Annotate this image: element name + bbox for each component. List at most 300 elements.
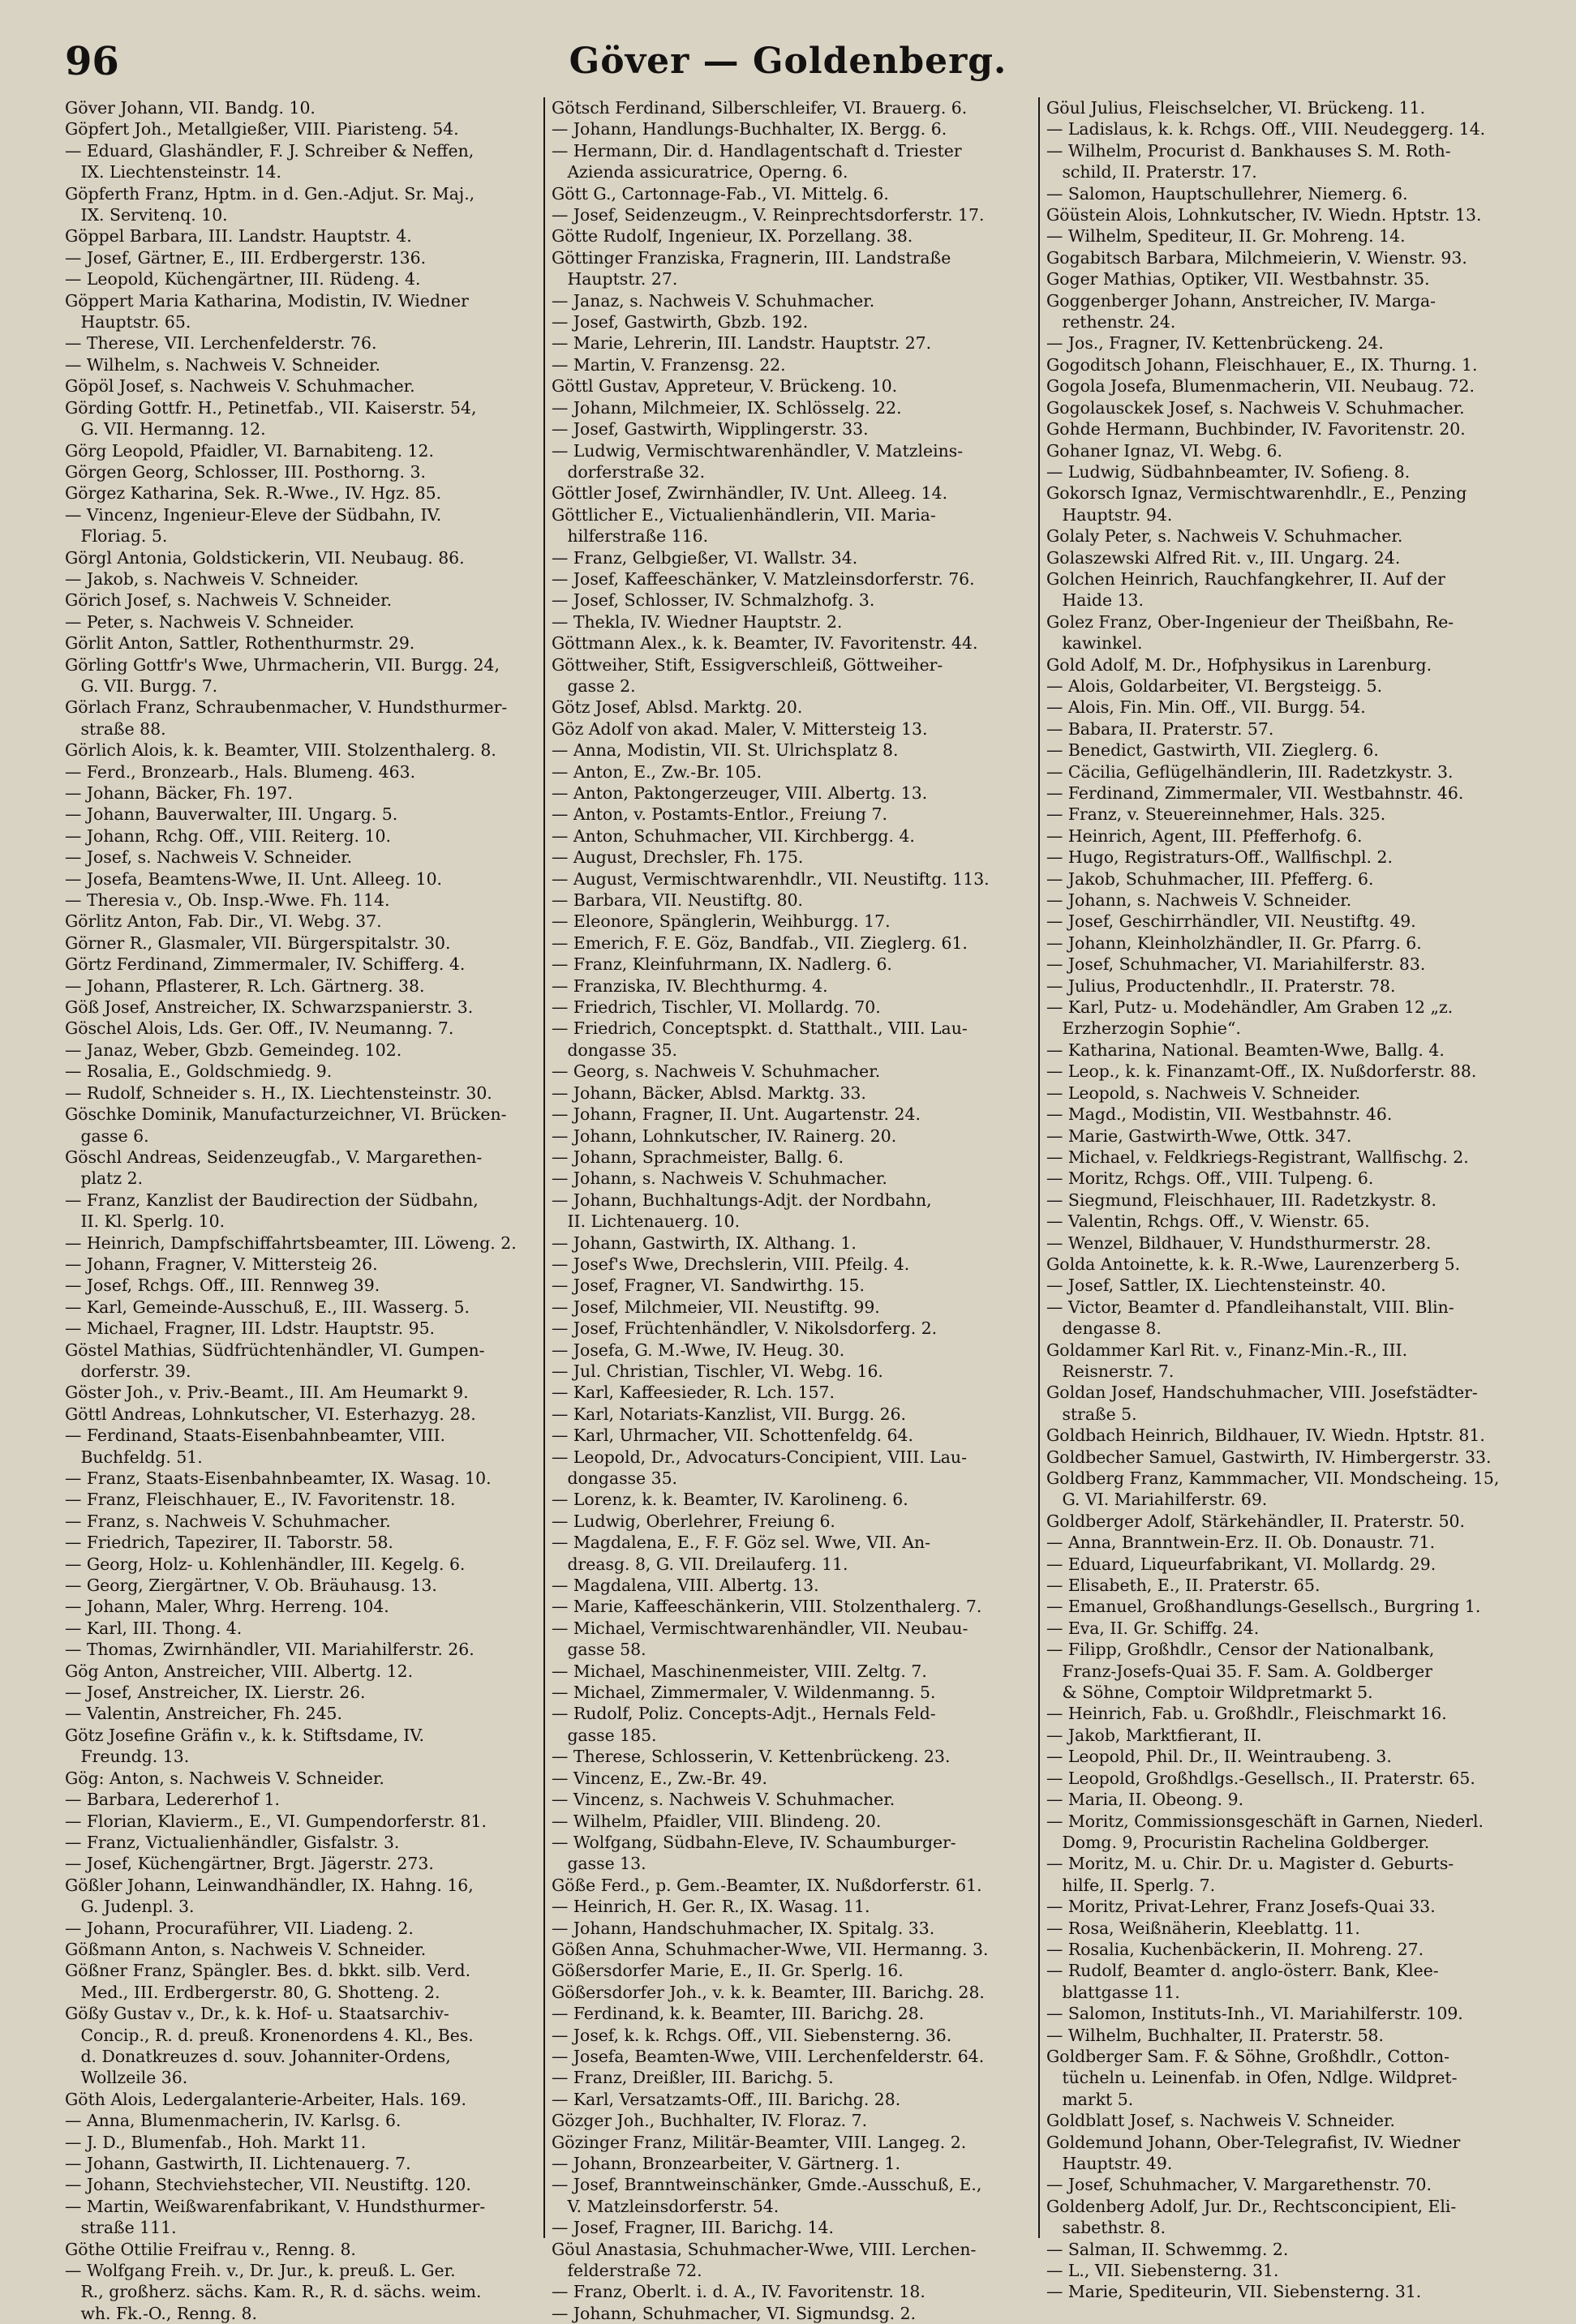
directory-entry-line: — Eva, II. Gr. Schiffg. 24. [1046,1618,1260,1638]
directory-entry-line: — August, Drechsler, Fh. 175. [552,847,804,868]
directory-entry-line: — Rudolf, Beamter d. anglo-österr. Bank, Klee- [1046,1961,1439,1981]
directory-entry-line: Göthe Ottilie Freifrau v., Renng. 8. [65,2239,356,2259]
directory-entry-line: straße 111. [65,2218,177,2238]
directory-entry-line: Med., III. Erdbergerstr. 80, G. Shotteng. 2. [65,1982,440,2002]
directory-entry-line: — Johann, Bauverwalter, III. Ungarg. 5. [65,804,398,825]
directory-entry-line: — Martin, Weißwarenfabrikant, V. Hundsthurmer- [65,2196,486,2216]
directory-entry-line: — Moritz, Rchgs. Off., VIII. Tulpeng. 6. [1046,1168,1374,1189]
directory-entry-line: Franz-Josefs-Quai 35. F. Sam. A. Goldberger [1046,1661,1432,1681]
directory-entry-line: — Ferdinand, Staats-Eisenbahnbeamter, VIII. [65,1426,446,1446]
directory-entry-line: — Johann, Lohnkutscher, IV. Rainerg. 20. [552,1126,897,1146]
directory-entry-line: Gößner Franz, Spängler. Bes. d. bkkt. silb. Verd. [65,1961,471,1981]
directory-entry-line: — Filipp, Großhdlr., Censor der Nationalbank, [1046,1640,1435,1660]
directory-entry-line: Hauptstr. 27. [552,269,678,289]
directory-entry-line: Göver Johann, VII. Bandg. 10. [65,98,316,118]
directory-entry-line: gasse 185. [552,1725,657,1745]
directory-entry-line: Floriag. 5. [65,526,168,547]
directory-entry-line: Gößersdorfer Joh., v. k. k. Beamter, III. Barichg. 28. [552,1982,985,2002]
directory-entry-line: — Josef, Branntweinschänker, Gmde.-Ausschuß, E., [552,2175,982,2195]
directory-entry-line: — Heinrich, Fab. u. Großhdlr., Fleischmarkt 16. [1046,1704,1447,1724]
directory-entry-line: — Franz, Gelbgießer, VI. Wallstr. 34. [552,547,858,568]
directory-entry-line: — Josef, k. k. Rchgs. Off., VII. Siebensterng. 36. [552,2025,952,2045]
directory-entry-line: — Johann, Procuraführer, VII. Liadeng. 2. [65,1918,414,1938]
directory-entry-line: — Josef, Sattler, IX. Liechtensteinstr. 40. [1046,1276,1386,1296]
directory-entry-line: — Barbara, VII. Neustiftg. 80. [552,890,804,911]
directory-entry-line: — August, Vermischtwarenhdlr., VII. Neustiftg. 113. [552,868,990,889]
directory-entry-line: — Josef, Früchtenhändler, V. Nikolsdorferg. 2. [552,1319,938,1339]
directory-entry-line: — Karl, Gemeinde-Ausschuß, E., III. Wasserg. 5. [65,1297,470,1317]
directory-entry-line: Götz Josefine Gräfin v., k. k. Stiftsdame, IV. [65,1725,424,1745]
directory-entry-line: Goger Mathias, Optiker, VII. Westbahnstr. 35. [1046,269,1430,289]
directory-entry-line: — Anton, Paktongerzeuger, VIII. Albertg. 13. [552,783,928,803]
directory-entry-line: — Marie, Lehrerin, III. Landstr. Hauptstr. 27. [552,333,932,354]
directory-entry-line: — Josef, Schuhmacher, VI. Mariahilferstr. 83. [1046,954,1426,975]
directory-entry-line: Gogolausckek Josef, s. Nachweis V. Schuhmacher. [1046,397,1465,418]
directory-entry-line: — Maria, II. Obeong. 9. [1046,1790,1244,1810]
directory-entry-line: — Heinrich, H. Ger. R., IX. Wasag. 11. [552,1897,870,1917]
directory-entry-line: — Wolfgang Freih. v., Dr. Jur., k. preuß. L. Ger. [65,2261,456,2281]
directory-entry-line: — Wilhelm, Procurist d. Bankhauses S. M. Roth- [1046,140,1451,161]
directory-entry-line: — Ferdinand, Zimmermaler, VII. Westbahnstr. 46. [1046,783,1464,803]
directory-entry-line: Gög Anton, Anstreicher, VIII. Albertg. 12. [65,1661,414,1681]
directory-entry-line: dongasse 35. [552,1469,678,1488]
directory-entry-line: — Johann, Fragner, V. Mittersteig 26. [65,1254,378,1274]
directory-entry-line: — Wilhelm, s. Nachweis V. Schneider. [65,354,380,375]
directory-entry-line: Göster Joh., v. Priv.-Beamt., III. Am Heumarkt 9. [65,1383,469,1403]
directory-entry-line: Hauptstr. 65. [65,312,191,332]
directory-entry-line: Göschl Andreas, Seidenzeugfab., V. Margarethen- [65,1147,483,1167]
directory-entry-line: Gözger Joh., Buchhalter, IV. Floraz. 7. [552,2111,868,2131]
directory-entry-line: — Franz, Kleinfuhrmann, IX. Nadlerg. 6. [552,954,892,975]
directory-entry-line: — Franz, Oberlt. i. d. A., IV. Favoritenstr. 18. [552,2282,925,2302]
directory-entry-line: Goldbach Heinrich, Bildhauer, IV. Wiedn. Hptstr. 81. [1046,1426,1485,1446]
directory-entry-line: — Vincenz, Ingenieur-Eleve der Südbahn, IV. [65,504,442,525]
directory-entry-line: — Babara, II. Praterstr. 57. [1046,718,1274,739]
directory-entry-line: — Johann, Buchhaltungs-Adjt. der Nordbahn, [552,1190,932,1210]
directory-entry-line: — Anna, Blumenmacherin, IV. Karlsg. 6. [65,2111,402,2131]
directory-entry-line: — Josefa, G. M.-Wwe, IV. Heug. 30. [552,1340,845,1360]
directory-entry-line: — Martin, V. Franzensg. 22. [552,354,786,375]
directory-entry-line: Göppert Maria Katharina, Modistin, IV. Wiedner [65,290,469,311]
directory-entry-line: Goldblatt Josef, s. Nachweis V. Schneider. [1046,2111,1395,2131]
directory-entry-line: Görg Leopold, Pfaidler, VI. Barnabiteng. 12. [65,440,434,461]
directory-entry-line: — Wilhelm, Buchhalter, II. Praterstr. 58. [1046,2025,1385,2045]
directory-entry-line: — Franz, Fleischhauer, E., IV. Favoritenstr. 18. [65,1490,456,1510]
directory-entry-line: — Heinrich, Dampfschiffahrtsbeamter, III. Löweng. 2. [65,1233,517,1253]
directory-columns [65,97,1525,2323]
directory-entry-line: — Michael, Vermischtwarenhändler, VII. Neubau- [552,1618,968,1638]
directory-entry-line: — Josef, Rchgs. Off., III. Rennweg 39. [65,1276,380,1296]
directory-entry-line: — Hermann, Dir. d. Handlagentschaft d. Triester [552,140,962,161]
directory-entry-line: Gözinger Franz, Militär-Beamter, VIII. Langeg. 2. [552,2132,967,2152]
running-head: Göver — Goldenberg. [569,41,1007,82]
directory-entry-line: Domg. 9, Procuristin Rachelina Goldberger. [1046,1832,1430,1852]
directory-entry-line: Göpöl Josef, s. Nachweis V. Schuhmacher. [65,376,415,397]
directory-entry-line: gasse 13. [552,1854,646,1874]
directory-entry-line: Azienda assicuratrice, Operng. 6. [552,162,848,182]
directory-entry-line: — Georg, s. Nachweis V. Schuhmacher. [552,1061,881,1082]
directory-entry-line: wh. Fk.-O., Renng. 8. [65,2303,257,2323]
directory-entry-line: kawinkel. [1046,633,1143,654]
directory-entry-line: Göttweiher, Stift, Essigverschleiß, Göttweiher- [552,654,943,675]
directory-entry-line: IX. Servitenq. 10. [65,205,228,225]
directory-entry-line: — Johann, Sprachmeister, Ballg. 6. [552,1147,844,1167]
directory-entry-line: — Franz, Kanzlist der Baudirection der Südbahn, [65,1190,479,1210]
directory-entry-line: — Wenzel, Bildhauer, V. Hundsthurmerstr. 28. [1046,1233,1432,1253]
directory-entry-line: — Georg, Holz- u. Kohlenhändler, III. Kegelg. 6. [65,1554,466,1574]
directory-entry-line: — Magd., Modistin, VII. Westbahnstr. 46. [1046,1104,1393,1125]
directory-entry-line: — Johann, Stechviehstecher, VII. Neustiftg. 120. [65,2175,471,2195]
directory-entry-line: Görgen Georg, Schlosser, III. Posthorng. 3. [65,461,426,482]
directory-entry-line: — Ludwig, Südbahnbeamter, IV. Sofieng. 8. [1046,461,1411,482]
directory-entry-line: Golaszewski Alfred Rit. v., III. Ungarg. 24. [1046,547,1401,568]
directory-entry-line: — Josef, Gastwirth, Wipplingerstr. 33. [552,419,869,440]
directory-entry-line: Görling Gottfr's Wwe, Uhrmacherin, VII. Burgg. 24, [65,654,500,675]
directory-entry-line: — Ludwig, Oberlehrer, Freiung 6. [552,1511,835,1531]
directory-entry-line: Hauptstr. 49. [1046,2154,1173,2173]
directory-entry-line: — Johann, s. Nachweis V. Schuhmacher. [552,1168,887,1189]
directory-entry-line: II. Kl. Sperlg. 10. [65,1211,225,1232]
directory-entry-line: — Johann, Milchmeier, IX. Schlösselg. 22. [552,397,902,418]
directory-entry-line: — Cäcilia, Geflügelhändlerin, III. Radetzkystr. 3. [1046,761,1454,782]
directory-entry-line: Göul Julius, Fleischselcher, VI. Brückeng. 11. [1046,98,1426,118]
directory-entry-line: Göz Adolf von akad. Maler, V. Mittersteig 13. [552,718,928,739]
directory-entry-line: Goldemund Johann, Ober-Telegrafist, IV. Wiedner [1046,2132,1461,2152]
directory-entry-line: Göttler Josef, Zwirnhändler, IV. Unt. Alleeg. 14. [552,483,948,504]
directory-entry-line: Gött G., Cartonnage-Fab., VI. Mittelg. 6. [552,183,889,204]
directory-entry-line: — Karl, Kaffeesieder, R. Lch. 157. [552,1383,835,1403]
directory-entry-line: G. VI. Mariahilferstr. 69. [1046,1490,1268,1510]
directory-entry-line: Görner R., Glasmaler, VII. Bürgerspitalstr. 30. [65,933,451,953]
directory-entry-line: — Marie, Gastwirth-Wwe, Ottk. 347. [1046,1126,1352,1146]
directory-entry-line: — Friedrich, Tischler, VI. Mollardg. 70. [552,997,881,1018]
directory-entry-line: — Jakob, Schuhmacher, III. Pfefferg. 6. [1046,868,1374,889]
directory-entry-line: Göttinger Franziska, Fragnerin, III. Landstraße [552,247,951,268]
directory-entry-line: — Vincenz, s. Nachweis V. Schuhmacher. [552,1790,895,1810]
directory-entry-line: — Johann, Gastwirth, IX. Althang. 1. [552,1233,857,1253]
directory-entry-line: — Thekla, IV. Wiedner Hauptstr. 2. [552,611,843,632]
directory-entry-line: dongasse 35. [552,1040,678,1060]
directory-entry-line: — Wilhelm, Pfaidler, VIII. Blindeng. 20. [552,1811,882,1831]
directory-entry-line: Göpferth Franz, Hptm. in d. Gen.-Adjut. Sr. Maj., [65,183,475,204]
directory-entry-line: sabethstr. 8. [1046,2218,1166,2238]
directory-entry-line: straße 88. [65,718,166,739]
directory-entry-line: — Magdalena, VIII. Albertg. 13. [552,1576,819,1596]
directory-entry-line: gasse 2. [552,675,636,696]
directory-entry-line: — Franz, Dreißler, III. Barichg. 5. [552,2068,834,2088]
directory-entry-line: — Johann, Bäcker, Ablsd. Marktg. 33. [552,1083,866,1103]
directory-entry-line: Göüstein Alois, Lohnkutscher, IV. Wiedn. Hptstr. 13. [1046,205,1482,225]
directory-entry-line: V. Matzleinsdorferstr. 54. [552,2196,779,2216]
directory-entry-line: — Vincenz, E., Zw.-Br. 49. [552,1768,768,1788]
directory-entry-line: Görtz Ferdinand, Zimmermaler, IV. Schifferg. 4. [65,954,466,975]
directory-entry-line: Görgl Antonia, Goldstickerin, VII. Neubaug. 86. [65,547,465,568]
directory-entry-line: — Anton, E., Zw.-Br. 105. [552,761,762,782]
directory-entry-line: — Wolfgang, Südbahn-Eleve, IV. Schaumburger- [552,1832,956,1852]
directory-entry-line: — Johann, Maler, Whrg. Herreng. 104. [65,1597,389,1617]
directory-entry-line: — Marie, Spediteurin, VII. Siebensterng. 31. [1046,2282,1422,2302]
directory-entry-line: — Rudolf, Poliz. Concepts-Adjt., Hernals Feld- [552,1704,936,1724]
directory-entry-line: Gößmann Anton, s. Nachweis V. Schneider. [65,1939,427,1959]
directory-entry-line: — Michael, Maschinenmeister, VIII. Zeltg. 7. [552,1661,927,1681]
directory-entry-line: Görich Josef, s. Nachweis V. Schneider. [65,590,393,611]
directory-entry-line: — Josef, Milchmeier, VII. Neustiftg. 99. [552,1297,880,1317]
directory-entry-line: — Leopold, s. Nachweis V. Schneider. [1046,1083,1361,1103]
directory-entry-line: — Rosalia, E., Goldschmiedg. 9. [65,1061,333,1082]
directory-entry-line: — Anna, Branntwein-Erz. II. Ob. Donaustr. 71. [1046,1533,1436,1553]
directory-entry-line: Goldberger Adolf, Stärkehändler, II. Praterstr. 50. [1046,1511,1465,1531]
directory-entry-line: — Josef, s. Nachweis V. Schneider. [65,847,353,868]
directory-entry-line: — Benedict, Gastwirth, VII. Zieglerg. 6. [1046,740,1379,761]
directory-entry-line: — Moritz, Commissionsgeschäft in Garnen, Niederl. [1046,1811,1484,1831]
directory-entry-line: — L., VII. Siebensterng. 31. [1046,2261,1279,2281]
directory-entry-line: — Jos., Fragner, IV. Kettenbrückeng. 24. [1046,333,1384,354]
directory-entry-line: — Josefa, Beamten-Wwe, VIII. Lerchenfelderstr. 64. [552,2046,985,2066]
directory-entry-line: — Valentin, Anstreicher, Fh. 245. [65,1704,342,1724]
directory-entry-line: — Josef, Fragner, III. Barichg. 14. [552,2218,834,2238]
directory-entry-line: — Franz, s. Nachweis V. Schuhmacher. [65,1511,391,1531]
directory-entry-line: — Johann, Handlungs-Buchhalter, IX. Bergg. 6. [552,119,947,139]
directory-entry-line: — Johann, Bäcker, Fh. 197. [65,783,293,803]
directory-entry-line: — Anton, v. Postamts-Entlor., Freiung 7. [552,804,887,825]
directory-entry-line: Goldammer Karl Rit. v., Finanz-Min.-R., III. [1046,1340,1408,1360]
directory-entry-line: — Josef, Gastwirth, Gbzb. 192. [552,312,809,332]
directory-entry-line: Gokorsch Ignaz, Vermischtwarenhdlr., E., Penzing [1046,483,1467,504]
directory-entry-line: straße 5. [1046,1404,1137,1424]
directory-entry-line: Göße Ferd., p. Gem.-Beamter, IX. Nußdorferstr. 61. [552,1875,982,1895]
directory-entry-line: — Eduard, Glashändler, F. J. Schreiber & Neffen, [65,140,475,161]
column-left [65,97,535,2323]
directory-entry-line: — Michael, v. Feldkriegs-Registrant, Wallfischg. 2. [1046,1147,1469,1167]
directory-entry-line: — Josef, Anstreicher, IX. Lierstr. 26. [65,1683,366,1703]
directory-entry-line: Görlich Alois, k. k. Beamter, VIII. Stolzenthalerg. 8. [65,740,496,761]
directory-entry-line: — Rudolf, Schneider s. H., IX. Liechtensteinstr. 30. [65,1083,492,1103]
directory-entry-line: gasse 6. [65,1126,149,1146]
directory-entry-line: Golda Antoinette, k. k. R.-Wwe, Laurenzerberg 5. [1046,1254,1461,1274]
directory-entry-line: — Johann, Bronzearbeiter, V. Gärtnerg. 1. [552,2154,900,2173]
directory-entry-line: — Thomas, Zwirnhändler, VII. Mariahilferstr. 26. [65,1640,475,1660]
directory-entry-line: — Josefa, Beamtens-Wwe, II. Unt. Alleeg. 10. [65,868,443,889]
directory-entry-line: — Ludwig, Vermischtwarenhändler, V. Matzleins- [552,440,964,461]
directory-entry-line: — Johann, s. Nachweis V. Schneider. [1046,890,1352,911]
directory-entry-line: — Valentin, Rchgs. Off., V. Wienstr. 65. [1046,1211,1370,1232]
directory-entry-line: Götz Josef, Ablsd. Marktg. 20. [552,697,803,718]
directory-entry-line: Görgez Katharina, Sek. R.-Wwe., IV. Hgz. 85. [65,483,442,504]
directory-entry-line: Goldberger Sam. F. & Söhne, Großhdlr., Cotton- [1046,2046,1450,2066]
directory-entry-line: — Lorenz, k. k. Beamter, IV. Karolineng. 6. [552,1490,908,1510]
directory-entry-line: — Therese, VII. Lerchenfelderstr. 76. [65,333,377,354]
directory-entry-line: — Salomon, Hauptschullehrer, Niemerg. 6. [1046,183,1408,204]
directory-entry-line: Gogabitsch Barbara, Milchmeierin, V. Wienstr. 93. [1046,247,1467,268]
directory-entry-line: Gößen Anna, Schuhmacher-Wwe, VII. Hermanng. 3. [552,1939,989,1959]
directory-entry-line: — Eleonore, Spänglerin, Weihburgg. 17. [552,911,891,932]
directory-entry-line: — Josef, Seidenzeugm., V. Reinprechtsdorferstr. 17. [552,205,985,225]
directory-entry-line: Göpfert Joh., Metallgießer, VIII. Piaristeng. 54. [65,119,459,139]
directory-entry-line: — Leopold, Küchengärtner, III. Rüdeng. 4. [65,269,421,289]
directory-entry-line: — Johann, Gastwirth, II. Lichtenauerg. 7. [65,2154,411,2173]
directory-entry-line: Gög: Anton, s. Nachweis V. Schneider. [65,1768,384,1788]
directory-entry-line: Görlach Franz, Schraubenmacher, V. Hundsthurmer- [65,697,508,718]
directory-entry-line: hilferstraße 116. [552,526,709,547]
directory-entry-line: Götsch Ferdinand, Silberschleifer, VI. Brauerg. 6. [552,98,968,118]
directory-entry-line: — Michael, Fragner, III. Ldstr. Hauptstr. 95. [65,1319,436,1339]
directory-entry-line: — Georg, Ziergärtner, V. Ob. Bräuhausg. 13. [65,1576,437,1596]
directory-entry-line: — Leopold, Großhdlgs.-Gesellsch., II. Praterstr. 65. [1046,1768,1475,1788]
directory-entry-line: — Josef, Schuhmacher, V. Margarethenstr. 70. [1046,2175,1432,2195]
directory-entry-line: Gohde Hermann, Buchbinder, IV. Favoritenstr. 20. [1046,419,1466,440]
directory-entry-line: Göul Anastasia, Schuhmacher-Wwe, VIII. Lerchen- [552,2239,977,2259]
directory-entry-line: — Julius, Productenhdlr., II. Praterstr. 78. [1046,975,1396,996]
directory-entry-line: — Johann, Pflasterer, R. Lch. Gärtnerg. 38. [65,975,425,996]
directory-entry-line: Gößersdorfer Marie, E., II. Gr. Sperlg. 16. [552,1961,904,1981]
directory-entry-line: — Josef, Fragner, VI. Sandwirthg. 15. [552,1276,865,1296]
directory-entry-line: — Heinrich, Agent, III. Pfefferhofg. 6. [1046,825,1363,846]
directory-entry-line: — Theresia v., Ob. Insp.-Wwe. Fh. 114. [65,890,390,911]
directory-entry-line: Göppel Barbara, III. Landstr. Hauptstr. 4. [65,226,412,247]
directory-entry-line: Erzherzogin Sophie“. [1046,1018,1241,1039]
directory-entry-line: — Johann, Fragner, II. Unt. Augartenstr. 24. [552,1104,921,1125]
directory-entry-line: dorferstr. 39. [65,1361,191,1381]
directory-entry-line: — Leopold, Phil. Dr., II. Weintraubeng. 3. [1046,1747,1392,1767]
directory-entry-line: — Marie, Kaffeeschänkerin, VIII. Stolzenthalerg. 7. [552,1597,982,1617]
directory-entry-line: — Emanuel, Großhandlungs-Gesellsch., Burgring 1. [1046,1597,1481,1617]
directory-entry-line: — Friedrich, Conceptspkt. d. Statthalt., VIII. Lau- [552,1018,968,1039]
directory-entry-line: Görlitz Anton, Fab. Dir., VI. Webg. 37. [65,911,382,932]
directory-entry-line: Göttmann Alex., k. k. Beamter, IV. Favoritenstr. 44. [552,633,978,654]
directory-entry-line: tücheln u. Leinenfab. in Ofen, Ndlge. Wildpret- [1046,2068,1458,2088]
directory-entry-line: — Franziska, IV. Blechthurmg. 4. [552,975,828,996]
directory-entry-line: — Josef, Schlosser, IV. Schmalzhofg. 3. [552,590,875,611]
directory-entry-line: — Friedrich, Tapezirer, II. Taborstr. 58. [65,1533,393,1553]
directory-entry-line: — Alois, Goldarbeiter, VI. Bergsteigg. 5. [1046,675,1383,696]
directory-entry-line: Gogola Josefa, Blumenmacherin, VII. Neubaug. 72. [1046,376,1475,397]
directory-entry-line: — Jakob, s. Nachweis V. Schneider. [65,568,359,589]
directory-entry-line: felderstraße 72. [552,2261,702,2281]
directory-entry-line: Gößler Johann, Leinwandhändler, IX. Hahng. 16, [65,1875,474,1895]
directory-entry-line: — Siegmund, Fleischhauer, III. Radetzkystr. 8. [1046,1190,1436,1210]
directory-entry-line: — Hugo, Registraturs-Off., Wallfischpl. 2. [1046,847,1393,868]
column-middle [552,97,1030,2323]
directory-entry-line: — Elisabeth, E., II. Praterstr. 65. [1046,1576,1320,1596]
column-rule [543,97,545,2238]
directory-entry-line: — Katharina, National. Beamten-Wwe, Ballg. 4. [1046,1040,1445,1060]
directory-entry-line: Görlit Anton, Sattler, Rothenthurmstr. 29. [65,633,415,654]
directory-entry-line: schild, II. Praterstr. 17. [1046,162,1257,182]
directory-entry-line: — Karl, Notariats-Kanzlist, VII. Burgg. 26. [552,1404,907,1424]
directory-entry-line: Götte Rudolf, Ingenieur, IX. Porzellang. 38. [552,226,913,247]
directory-entry-line: blattgasse 11. [1046,1982,1180,2002]
directory-entry-line: — Franz, Staats-Eisenbahnbeamter, IX. Wasag. 10. [65,1469,492,1488]
directory-entry-line: G. VII. Hermanng. 12. [65,419,266,440]
directory-entry-line: — Ferdinand, k. k. Beamter, III. Barichg. 28. [552,2004,925,2024]
directory-entry-line: Golchen Heinrich, Rauchfangkehrer, II. Auf der [1046,568,1445,589]
directory-entry-line: Gößy Gustav v., Dr., k. k. Hof- u. Staatsarchiv- [65,2004,449,2024]
directory-entry-line: Göth Alois, Ledergalanterie-Arbeiter, Hals. 169. [65,2089,466,2109]
directory-entry-line: — Josef, Geschirrhändler, VII. Neustiftg. 49. [1046,911,1416,932]
directory-entry-line: Freundg. 13. [65,1747,190,1767]
directory-entry-line: R., großherz. sächs. Kam. R., R. d. sächs. weim. [65,2282,482,2302]
directory-entry-line: Goldan Josef, Handschuhmacher, VIII. Josefstädter- [1046,1383,1478,1403]
column-rule [1038,97,1040,2238]
directory-entry-line: Haide 13. [1046,590,1144,611]
directory-entry-line: — Peter, s. Nachweis V. Schneider. [65,611,354,632]
directory-entry-line: — Therese, Schlosserin, V. Kettenbrückeng. 23. [552,1747,951,1767]
directory-entry-line: — Johann, Rchg. Off., VIII. Reiterg. 10. [65,825,391,846]
directory-entry-line: G. Judenpl. 3. [65,1897,195,1917]
directory-entry-line: d. Donatkreuzes d. souv. Johanniter-Ordens, [65,2046,451,2066]
directory-entry-line: — Emerich, F. E. Göz, Bandfab., VII. Zieglerg. 61. [552,933,968,953]
directory-entry-line: — Wilhelm, Spediteur, II. Gr. Mohreng. 14. [1046,226,1406,247]
directory-entry-line: — Ladislaus, k. k. Rchgs. Off., VIII. Neudeggerg. 14. [1046,119,1486,139]
directory-entry-line: Gold Adolf, M. Dr., Hofphysikus in Larenburg. [1046,654,1432,675]
directory-entry-line: — Josef, Gärtner, E., III. Erdbergerstr. 136. [65,247,427,268]
directory-entry-line: — Salman, II. Schwemmg. 2. [1046,2239,1289,2259]
directory-entry-line: — Jul. Christian, Tischler, VI. Webg. 16. [552,1361,883,1381]
directory-entry-line: Goldenberg Adolf, Jur. Dr., Rechtsconcipient, Eli- [1046,2196,1457,2216]
directory-entry-line: dreasg. 8, G. VII. Dreilauferg. 11. [552,1554,848,1574]
directory-entry-line: — Magdalena, E., F. F. Göz sel. Wwe, VII. An- [552,1533,931,1553]
directory-entry-line: — Salomon, Instituts-Inh., VI. Mariahilferstr. 109. [1046,2004,1463,2024]
directory-entry-line: Reisnerstr. 7. [1046,1361,1174,1381]
directory-entry-line: Goldberg Franz, Kammmacher, VII. Mondscheing. 15, [1046,1469,1500,1488]
directory-entry-line: Hauptstr. 94. [1046,504,1173,525]
directory-entry-line: — Karl, III. Thong. 4. [65,1618,243,1638]
directory-entry-line: — Anna, Modistin, VII. St. Ulrichsplatz 8. [552,740,899,761]
page-number: 96 [65,39,119,84]
directory-entry-line: — Rosa, Weißnäherin, Kleeblattg. 11. [1046,1918,1360,1938]
directory-entry-line: — Karl, Putz- u. Modehändler, Am Graben 12 „z. [1046,997,1454,1018]
directory-entry-line: & Söhne, Comptoir Wildpretmarkt 5. [1046,1683,1373,1703]
directory-entry-line: Concip., R. d. preuß. Kronenordens 4. Kl., Bes. [65,2025,474,2045]
directory-entry-line: — Janaz, Weber, Gbzb. Gemeindeg. 102. [65,1040,402,1060]
directory-entry-line: — Leopold, Dr., Advocaturs-Concipient, VIII. Lau- [552,1447,967,1467]
directory-entry-line: dengasse 8. [1046,1319,1162,1339]
directory-entry-line: Golaly Peter, s. Nachweis V. Schuhmacher. [1046,526,1403,547]
directory-entry-line: — Franz, Victualienhändler, Gisfalstr. 3. [65,1832,400,1852]
directory-entry-line: rethenstr. 24. [1046,312,1176,332]
directory-entry-line: Gohaner Ignaz, VI. Webg. 6. [1046,440,1283,461]
directory-entry-line: — Moritz, M. u. Chir. Dr. u. Magister d. Geburts- [1046,1854,1454,1874]
directory-entry-line: — Eduard, Liqueurfabrikant, VI. Mollardg. 29. [1046,1554,1436,1574]
directory-entry-line: — Johann, Handschuhmacher, IX. Spitalg. 33. [552,1918,935,1938]
directory-entry-line: — Jakob, Marktfierant, II. [1046,1725,1262,1745]
directory-entry-line: platz 2. [65,1168,144,1189]
directory-entry-line: Göschel Alois, Lds. Ger. Off., IV. Neumanng. 7. [65,1018,454,1039]
directory-entry-line: Goldbecher Samuel, Gastwirth, IV. Himbergerstr. 33. [1046,1447,1492,1467]
directory-entry-line: — Ferd., Bronzearb., Hals. Blumeng. 463. [65,761,416,782]
directory-entry-line: Gogoditsch Johann, Fleischhauer, E., IX. Thurng. 1. [1046,354,1478,375]
directory-entry-line: — Michael, Zimmermaler, V. Wildenmanng. 5. [552,1683,936,1703]
directory-entry-line: G. VII. Burgg. 7. [65,675,218,696]
directory-entry-line: — Karl, Uhrmacher, VII. Schottenfeldg. 64. [552,1426,913,1446]
directory-entry-line: — Josef, Küchengärtner, Brgt. Jägerstr. 273. [65,1854,434,1874]
directory-entry-line: Göschke Dominik, Manufacturzeichner, VI. Brücken- [65,1104,507,1125]
directory-entry-line: Göttl Andreas, Lohnkutscher, VI. Esterhazyg. 28. [65,1404,476,1424]
directory-entry-line: — J. D., Blumenfab., Hoh. Markt 11. [65,2132,367,2152]
directory-entry-line: Göstel Mathias, Südfrüchtenhändler, VI. Gumpen- [65,1340,485,1360]
directory-entry-line: IX. Liechtensteinstr. 14. [65,162,281,182]
directory-entry-line: Görding Gottfr. H., Petinetfab., VII. Kaiserstr. 54, [65,397,477,418]
directory-entry-line: — Florian, Klavierm., E., VI. Gumpendorferstr. 81. [65,1811,487,1831]
directory-entry-line: — Johann, Schuhmacher, VI. Sigmundsg. 2. [552,2303,917,2323]
directory-entry-line: Wollzeile 36. [65,2068,188,2088]
directory-entry-line: — Rosalia, Kuchenbäckerin, II. Mohreng. 27. [1046,1939,1424,1959]
directory-entry-line: II. Lichtenauerg. 10. [552,1211,741,1232]
directory-entry-line: Göß Josef, Anstreicher, IX. Schwarzspanierstr. 3. [65,997,474,1018]
directory-entry-line: — Josef's Wwe, Drechslerin, VIII. Pfeilg. 4. [552,1254,910,1274]
directory-entry-line: — Victor, Beamter d. Pfandleihanstalt, VIII. Blin- [1046,1297,1454,1317]
directory-entry-line: gasse 58. [552,1640,646,1660]
